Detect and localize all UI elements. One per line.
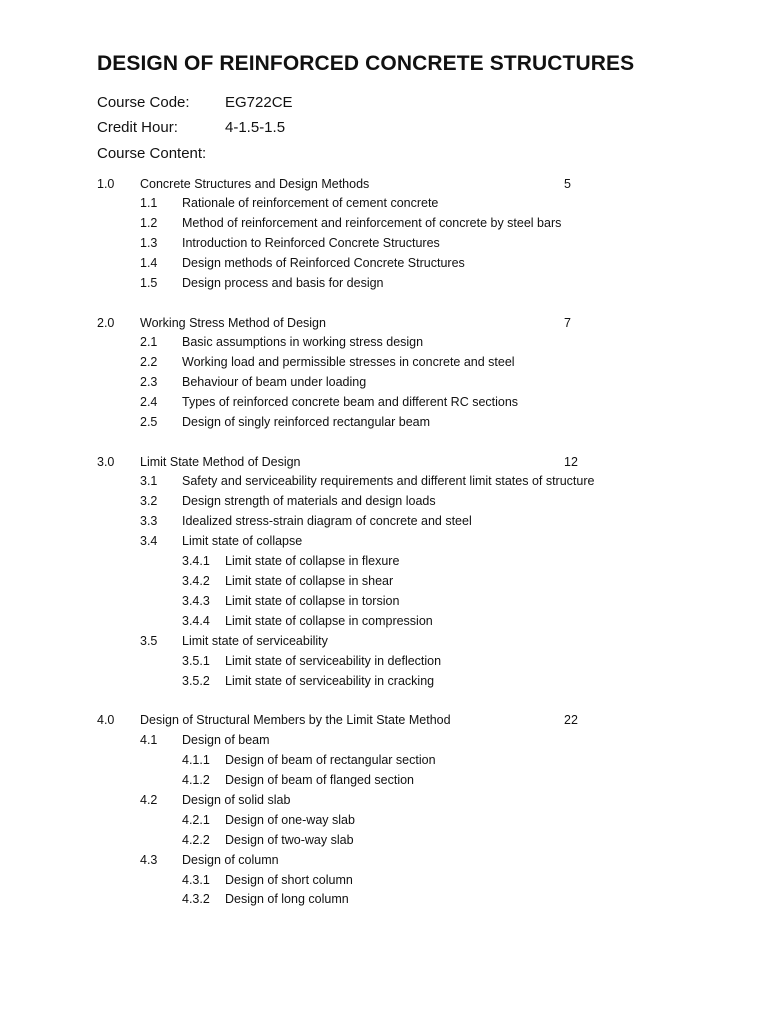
item-text: Limit State Method of Design [140, 455, 301, 469]
item-text: Design of singly reinforced rectangular beam [182, 415, 431, 429]
item-text: Safety and serviceability requirements and different limit states of structure [182, 474, 595, 488]
item-text: Design strength of materials and design loads [182, 494, 436, 508]
item-text: Types of reinforced concrete beam and different RC sections [182, 395, 519, 409]
item-number: 4.2.2 [182, 833, 210, 847]
item-number: 1.0 [97, 177, 115, 191]
item-number: 4.2 [140, 793, 158, 807]
item-text: Design of long column [225, 892, 349, 906]
course-content-label: Course Content: [97, 145, 207, 162]
document-title: DESIGN OF REINFORCED CONCRETE STRUCTURES [97, 52, 635, 75]
item-number: 3.0 [97, 455, 115, 469]
item-number: 4.1.2 [182, 773, 210, 787]
item-number: 2.1 [140, 335, 158, 349]
item-number: 3.4.4 [182, 614, 210, 628]
item-text: Idealized stress-strain diagram of concrete and steel [182, 514, 472, 528]
item-text: Introduction to Reinforced Concrete Structures [182, 236, 440, 250]
item-number: 1.5 [140, 276, 158, 290]
item-text: Behaviour of beam under loading [182, 375, 367, 389]
item-text: Design of solid slab [182, 793, 291, 807]
item-text: Design of one-way slab [225, 813, 355, 827]
item-number: 3.3 [140, 514, 158, 528]
item-text: Design of beam of flanged section [225, 773, 415, 787]
item-number: 2.2 [140, 355, 158, 369]
section-hours: 22 [564, 713, 578, 727]
item-number: 1.4 [140, 256, 158, 270]
item-text: Method of reinforcement and reinforcement of concrete by steel bars [182, 216, 562, 230]
section-hours: 5 [564, 177, 571, 191]
item-number: 4.3 [140, 853, 158, 867]
item-text: Design of beam of rectangular section [225, 753, 436, 767]
item-number: 2.3 [140, 375, 158, 389]
item-number: 4.1.1 [182, 753, 210, 767]
item-text: Limit state of collapse [182, 534, 303, 548]
item-number: 4.0 [97, 713, 115, 727]
item-text: Rationale of reinforcement of cement concrete [182, 196, 439, 210]
item-text: Working Stress Method of Design [140, 316, 326, 330]
item-number: 3.4.2 [182, 574, 210, 588]
item-text: Design of column [182, 853, 279, 867]
item-number: 1.1 [140, 196, 158, 210]
item-text: Limit state of collapse in torsion [225, 594, 400, 608]
item-number: 2.0 [97, 316, 115, 330]
item-text: Limit state of serviceability in deflection [225, 654, 442, 668]
item-text: Design of beam [182, 733, 270, 747]
item-text: Limit state of serviceability in cracking [225, 674, 435, 688]
item-text: Design of Structural Members by the Limit State Method [140, 713, 451, 727]
section-hours: 12 [564, 455, 578, 469]
item-text: Working load and permissible stresses in concrete and steel [182, 355, 515, 369]
credit-hour-label: Credit Hour: [97, 119, 178, 136]
item-number: 3.4.3 [182, 594, 210, 608]
item-text: Design methods of Reinforced Concrete Structures [182, 256, 465, 270]
item-text: Design of two-way slab [225, 833, 354, 847]
item-number: 4.3.2 [182, 892, 210, 906]
item-number: 3.1 [140, 474, 158, 488]
item-number: 4.1 [140, 733, 158, 747]
item-number: 3.5 [140, 634, 158, 648]
item-text: Limit state of serviceability [182, 634, 328, 648]
item-number: 2.5 [140, 415, 158, 429]
item-number: 4.2.1 [182, 813, 210, 827]
item-text: Concrete Structures and Design Methods [140, 177, 370, 191]
item-number: 3.4.1 [182, 554, 210, 568]
item-number: 3.2 [140, 494, 158, 508]
course-code-label: Course Code: [97, 94, 190, 111]
item-text: Limit state of collapse in compression [225, 614, 433, 628]
item-text: Design of short column [225, 873, 353, 887]
section-hours: 7 [564, 316, 571, 330]
item-text: Limit state of collapse in flexure [225, 554, 400, 568]
item-number: 4.3.1 [182, 873, 210, 887]
item-number: 3.5.1 [182, 654, 210, 668]
item-number: 1.3 [140, 236, 158, 250]
item-text: Design process and basis for design [182, 276, 384, 290]
course-code-value: EG722CE [225, 94, 293, 111]
item-text: Limit state of collapse in shear [225, 574, 394, 588]
item-number: 3.4 [140, 534, 158, 548]
credit-hour-value: 4-1.5-1.5 [225, 119, 286, 136]
item-number: 3.5.2 [182, 674, 210, 688]
item-number: 1.2 [140, 216, 158, 230]
item-text: Basic assumptions in working stress design [182, 335, 424, 349]
item-number: 2.4 [140, 395, 158, 409]
